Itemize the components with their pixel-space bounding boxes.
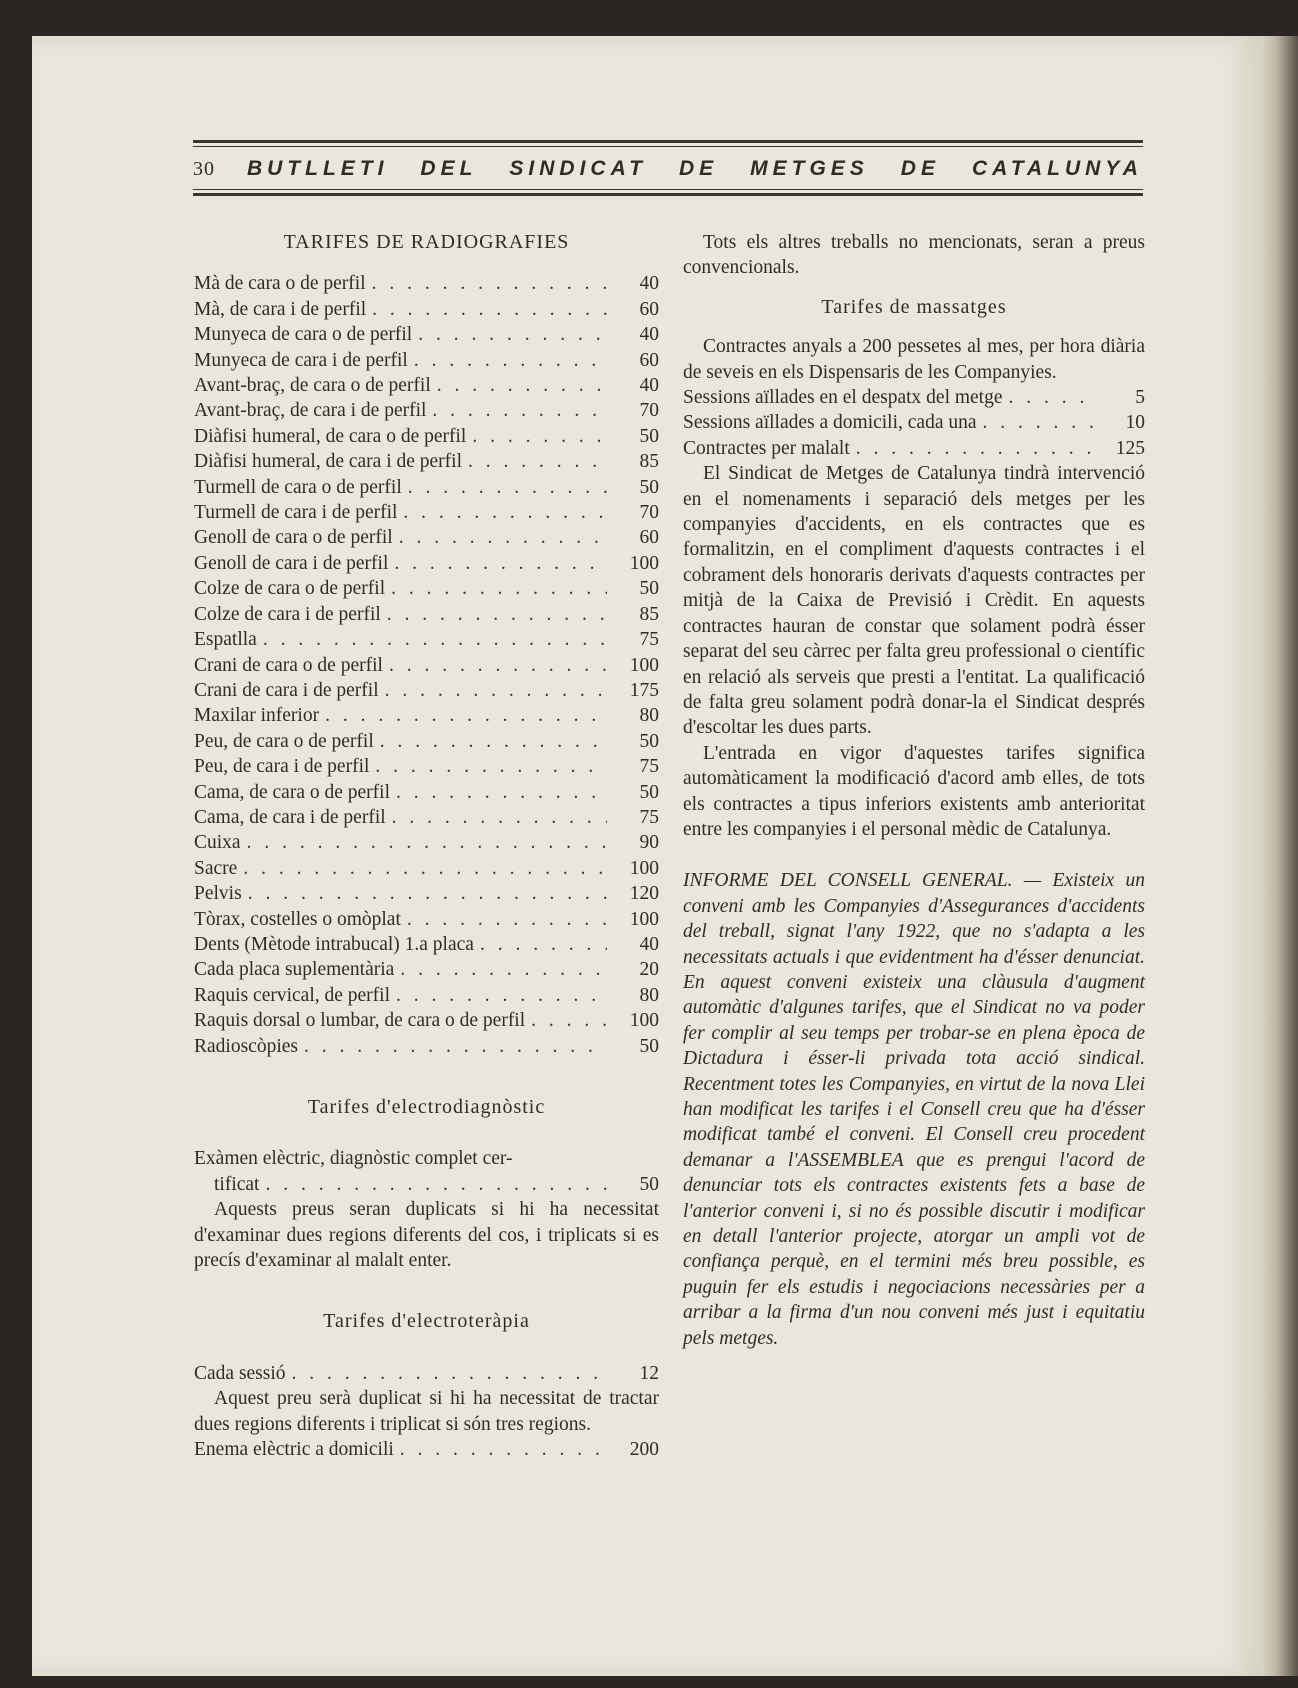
tariff-row [194, 627, 659, 652]
tariff-row [194, 449, 659, 474]
tariff-value: 10 [1125, 412, 1145, 434]
tariff-value: 85 [639, 451, 659, 473]
tariff-row [194, 729, 659, 754]
left-column [194, 230, 659, 1462]
tariff-row [194, 856, 659, 881]
tariff-row [194, 1008, 659, 1033]
header-title-word: DE [900, 157, 940, 180]
tariff-label: Contractes per malalt [683, 437, 850, 459]
tariff-label: Raquis cervical, de perfil [194, 984, 390, 1006]
radiografies-list [194, 271, 659, 1059]
tariff-row [683, 410, 1145, 435]
informe-paragraph: INFORME DEL CONSELL GENERAL. — Existeix un conveni amb les Companyies d'Assegurances d'accidents del treball, signat l'any 1922, que no s'adapta a les necessitats actuals i que evidentment ha d'ésser denunciat. En aquest conveni existeix una clàusula d'augment automàtic d'algunes tarifes, que el Sindicat no va poder fer complir al seu temps per trobar-se en plena època de Dictadura i ésser-li privada tota acció sindical. Recentment totes les Companyies, en virtut de la nova Llei han modificat les tarifes i el Consell creu que ha d'ésser modificat també el conveni. El Consell creu procedent demanar a l'ASSEMBLEA que es prengui l'acord de denunciar tots els contractes existents fets a base de l'anterior conveni i, si no és possible discutir i modificar en detall l'anterior projecte, atorgar un ampli vot de confiança perquè, en el termini més breu possible, es puguin fer els estudis i negociacions necessàries per a arribar a la firma d'un nou conveni més just i equitatiu pels metges. [683, 870, 1145, 1349]
entrada-paragraph: L'entrada en vigor d'aquestes tarifes significa automàticament la modificació d'acord amb elles, de tots els contractes a tipus inferiors existents amb anterioritat entre les companyies i el personal mèdic de Catalunya. [683, 742, 1145, 840]
tariff-label: Raquis dorsal o lumbar, de cara o de perfil [194, 1010, 526, 1032]
tariff-label: tificat [214, 1173, 260, 1195]
tariff-value: 80 [639, 705, 659, 727]
intro-paragraph: Tots els altres treballs no mencionats, seran a preus convencionals. [683, 232, 1145, 279]
tariff-value: 125 [1115, 437, 1145, 459]
tariff-row [194, 703, 659, 728]
tariff-label: Colze de cara i de perfil [194, 603, 381, 625]
tariff-label: Cuixa [194, 832, 241, 854]
tariff-value: 20 [639, 959, 659, 981]
tariff-value: 75 [639, 806, 659, 828]
header-rule-bottom-thin [193, 189, 1143, 190]
tariff-label: Pelvis [194, 883, 242, 905]
tariff-label: Munyeca de cara i de perfil [194, 349, 408, 371]
tariff-label: Sessions aïllades a domicili, cada una [683, 412, 977, 434]
tariff-row [194, 957, 659, 982]
tariff-value: 40 [639, 324, 659, 346]
tariff-row [194, 525, 659, 550]
header-title-word: DEL [420, 157, 478, 180]
tariff-row [194, 907, 659, 932]
tariff-value: 50 [639, 476, 659, 498]
tariff-value: 90 [639, 832, 659, 854]
tariff-value: 40 [639, 375, 659, 397]
tariff-value: 50 [639, 730, 659, 752]
tariff-label: Crani de cara i de perfil [194, 679, 379, 701]
tariff-label: Tòrax, costelles o omòplat [194, 908, 401, 930]
tariff-value: 50 [639, 578, 659, 600]
tariff-label: Cama, de cara o de perfil [194, 781, 390, 803]
header-title-word: CATALUNYA [971, 157, 1143, 180]
electrodiag-note: Aquests preus seran duplicats si hi ha necessitat d'examinar dues regions diferents del cos, i triplicats si es precís d'examinar al malalt enter. [194, 1199, 659, 1272]
tariff-row [194, 551, 659, 576]
tariff-row [194, 653, 659, 678]
tariff-label: Mà, de cara i de perfil [194, 298, 367, 320]
tariff-value: 80 [639, 984, 659, 1006]
massatges-list [683, 385, 1145, 461]
tariff-value: 40 [639, 273, 659, 295]
header-rule-top [193, 140, 1143, 143]
tariff-value: 120 [629, 883, 659, 905]
tariff-label: Radioscòpies [194, 1035, 298, 1057]
tariff-value: 100 [629, 908, 659, 930]
tariff-row [194, 881, 659, 906]
tariff-value: 200 [629, 1439, 659, 1461]
tariff-row [194, 398, 659, 423]
tariff-value: 40 [639, 933, 659, 955]
tariff-label: Genoll de cara o de perfil [194, 527, 393, 549]
tariff-value: 60 [639, 527, 659, 549]
tariff-row [194, 1034, 659, 1059]
header-rule-bottom [193, 193, 1143, 196]
tariff-row [683, 385, 1145, 410]
tariff-row [194, 322, 659, 347]
tariff-value: 75 [639, 629, 659, 651]
tariff-label: Turmell de cara i de perfil [194, 502, 398, 524]
tariff-row [194, 754, 659, 779]
tariff-label: Espatlla [194, 629, 257, 651]
tariff-value: 70 [639, 400, 659, 422]
tariff-row [194, 983, 659, 1008]
header-title-word: BUTLLETI [246, 157, 389, 180]
tariff-row [194, 271, 659, 296]
tariff-label: Sessions aïllades en el despatx del metge [683, 387, 1003, 409]
tariff-label: Mà de cara o de perfil [194, 273, 366, 295]
tariff-row [194, 1437, 659, 1462]
tariff-label: Enema elèctric a domicili [194, 1439, 394, 1461]
tariff-row [194, 1361, 659, 1386]
tariff-value: 50 [639, 1173, 659, 1195]
contractes-anyals: Contractes anyals a 200 pessetes al mes, per hora diària de seveis en els Dispensaris de les Companyies. [683, 336, 1145, 383]
tariff-label: Cada placa suplementària [194, 959, 395, 981]
tariff-row [194, 932, 659, 957]
electrodiagnostic-title: Tarifes d'electrodiagnòstic [307, 1096, 546, 1118]
tariff-value: 60 [639, 349, 659, 371]
tariff-value: 50 [639, 425, 659, 447]
tariff-value: 70 [639, 502, 659, 524]
tariff-row [194, 805, 659, 830]
tariff-row [194, 576, 659, 601]
massatges-title: Tarifes de massatges [821, 295, 1007, 318]
electrodiag-label-line1: Exàmen elèctric, diagnòstic complet cer- [194, 1148, 513, 1170]
radiografies-title: TARIFES DE RADIOGRAFIES [283, 231, 570, 253]
tariff-label: Sacre [194, 857, 238, 879]
tariff-value: 100 [629, 1010, 659, 1032]
tariff-row [194, 424, 659, 449]
tariff-row [194, 830, 659, 855]
tariff-row [194, 1172, 659, 1197]
electrodiag-line [194, 1146, 659, 1171]
tariff-label: Munyeca de cara o de perfil [194, 324, 413, 346]
tariff-row [194, 780, 659, 805]
page-number: 30 [193, 157, 215, 180]
page-edge [1262, 36, 1298, 1676]
tariff-label: Maxilar inferior [194, 705, 320, 727]
tariff-row [683, 436, 1145, 461]
tariff-row [194, 500, 659, 525]
tariff-value: 85 [639, 603, 659, 625]
tariff-value: 100 [629, 857, 659, 879]
tariff-label: Peu, de cara i de perfil [194, 756, 370, 778]
tariff-row [194, 678, 659, 703]
page-header [193, 140, 1143, 196]
tariff-label: Dents (Mètode intrabucal) 1.a placa [194, 933, 474, 955]
sindicat-paragraph: El Sindicat de Metges de Catalunya tindrà intervenció en el nomenaments i separació dels metges per les companyies d'accidents, en els contractes que es formalitzin, en el compliment d'aquests contractes i el cobrament dels honoraris derivats d'aquests contractes per mitjà de la Caixa de Previsió i Crèdit. En aquests contractes hauran de constar que solament podrà ésser separat del seu càrrec per falta greu professional o científic en relació als serveis que presti a l'entitat. La qualificació de falta greu solament podrà donar-la el Sindicat després d'escoltar les dues parts. [683, 463, 1145, 739]
right-column [683, 230, 1145, 1351]
tariff-label: Turmell de cara o de perfil [194, 476, 402, 498]
tariff-value: 50 [639, 781, 659, 803]
tariff-value: 175 [629, 679, 659, 701]
tariff-label: Crani de cara o de perfil [194, 654, 383, 676]
header-title-word: DE [678, 157, 719, 180]
header-line [193, 147, 1143, 189]
tariff-value: 12 [639, 1362, 659, 1384]
tariff-value: 100 [629, 654, 659, 676]
header-title-word: SINDICAT [509, 157, 647, 180]
tariff-row [194, 373, 659, 398]
tariff-row [194, 475, 659, 500]
tariff-value: 60 [639, 298, 659, 320]
tariff-label: Genoll de cara i de perfil [194, 552, 389, 574]
tariff-label: Avant-braç, de cara i de perfil [194, 400, 427, 422]
tariff-label: Cada sessió [194, 1362, 286, 1384]
tariff-value: 75 [639, 756, 659, 778]
tariff-row [194, 602, 659, 627]
electroterapia-title: Tarifes d'electroteràpia [323, 1310, 530, 1333]
tariff-value: 100 [629, 552, 659, 574]
tariff-label: Diàfisi humeral, de cara o de perfil [194, 425, 467, 447]
tariff-label: Diàfisi humeral, de cara i de perfil [194, 451, 463, 473]
tariff-value: 5 [1135, 387, 1145, 409]
sessio-note: Aquest preu serà duplicat si hi ha necessitat de tractar dues regions diferents i triplicat si són tres regions. [194, 1388, 659, 1435]
tariff-value: 50 [639, 1035, 659, 1057]
tariff-row [194, 348, 659, 373]
tariff-label: Peu, de cara o de perfil [194, 730, 374, 752]
tariff-label: Cama, de cara i de perfil [194, 806, 386, 828]
tariff-row [194, 297, 659, 322]
tariff-label: Colze de cara o de perfil [194, 578, 386, 600]
tariff-label: Avant-braç, de cara o de perfil [194, 375, 431, 397]
header-title-word: METGES [750, 157, 869, 180]
